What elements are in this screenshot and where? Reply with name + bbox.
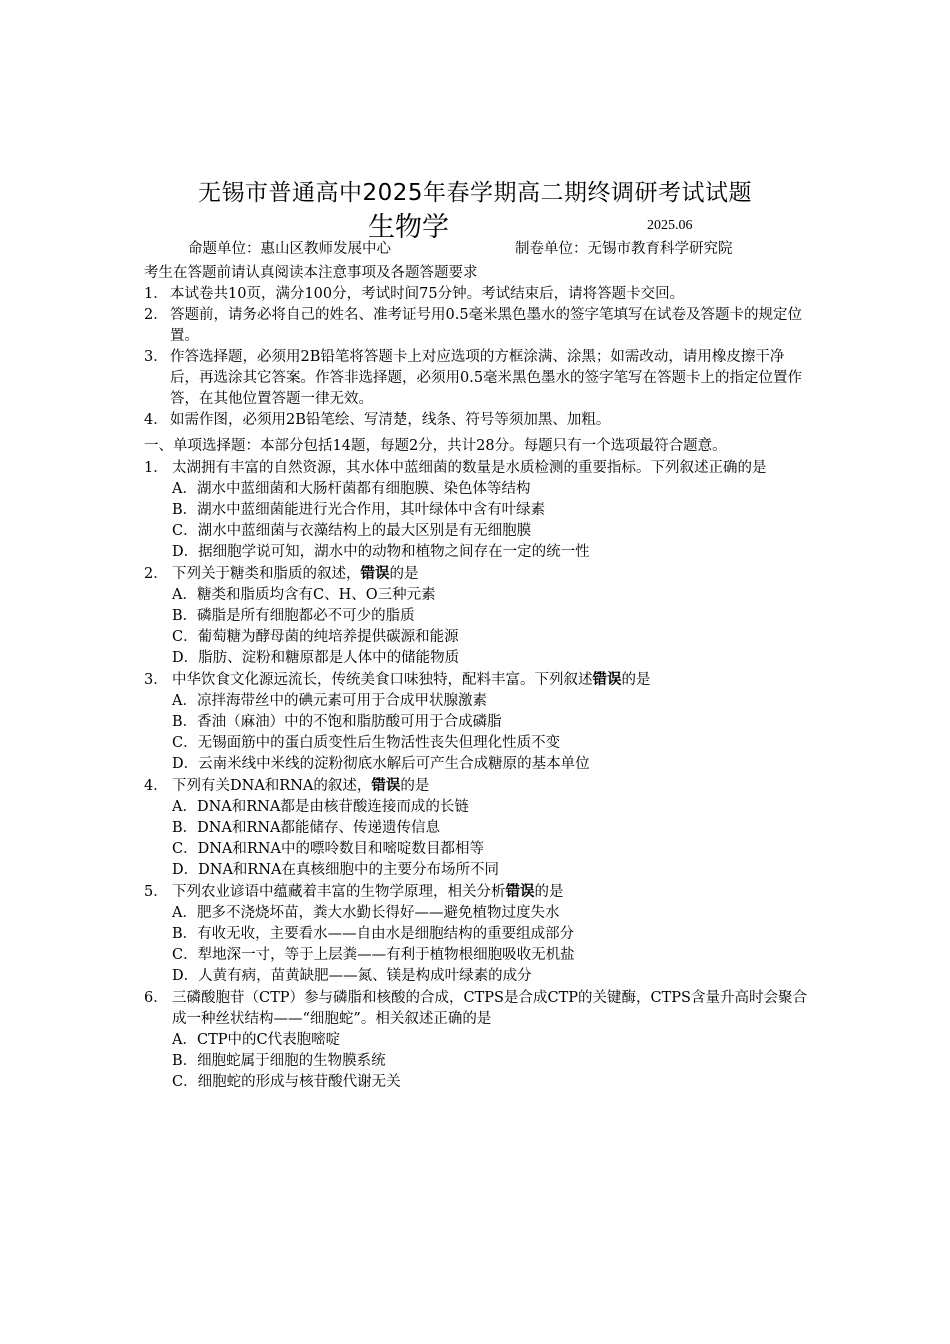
option-d: D．云南米线中米线的淀粉彻底水解后可产生合成糖原的基本单位 <box>172 756 590 772</box>
option-b: B．香油（麻油）中的不饱和脂肪酸可用于合成磷脂 <box>172 714 502 730</box>
exam-content <box>144 263 810 1093</box>
emphasis-mark: · · 错误 <box>371 778 400 794</box>
option-c: C．葡萄糖为酵母菌的纯培养提供碳源和能源 <box>172 629 459 645</box>
subject-title: 生物学 <box>368 212 449 243</box>
exam-title: 无锡市普通高中2025年春学期高二期终调研考试试题 <box>197 180 753 206</box>
notice-item: 2． 答题前，请务必将自己的姓名、准考证号用0.5毫米黑色墨水的签字笔填写在试卷及答题卡的规定位置。 <box>144 307 803 344</box>
question-6: 6． 三磷酸胞苷（CTP）参与磷脂和核酸的合成，CTPS是合成CTP的关键酶，CTPS含量升高时会聚合成一种丝状结构——“细胞蛇”。相关叙述正确的是 A．CTP中的C代表胞嘧啶 B．细胞蛇属于细胞的生物膜系统 C．细胞蛇的形成与核苷酸代谢无关 <box>144 988 810 1093</box>
exam-date: 2025.06 <box>647 218 693 233</box>
option-a: A．肥多不浇烧坏苗，粪大水勤长得好——避免植物过度失水 <box>172 905 560 921</box>
option-b: B．磷脂是所有细胞都必不可少的脂质 <box>172 608 415 624</box>
question-3: 3． 中华饮食文化源远流长，传统美食口味独特，配料丰富。下列叙述· · 错误的是 A．凉拌海带丝中的碘元素可用于合成甲状腺激素 B．香油（麻油）中的不饱和脂肪酸可用于合成磷脂 C．无锡面筋中的蛋白质变性后生物活性丧失但理化性质不变 D．云南米线中米线的淀粉彻底水解后可产生合成糖原的基本单位 <box>144 670 810 775</box>
question-5: 5． 下列农业谚语中蕴藏着丰富的生物学原理，相关分析· · 错误的是 A．肥多不浇烧坏苗，粪大水勤长得好——避免植物过度失水 B．有收无收，主要看水——自由水是细胞结构的重要组成部分 C．犁地深一寸，等于上层粪——有利于植物根细胞吸收无机盐 D．人黄有病，苗黄缺肥——氮、镁是构成叶绿素的成分 <box>144 882 810 987</box>
question-1: 1． 太湖拥有丰富的自然资源，其水体中蓝细菌的数量是水质检测的重要指标。下列叙述正确的是 A．湖水中蓝细菌和大肠杆菌都有细胞膜、染色体等结构 B．湖水中蓝细菌能进行光合作用，其叶绿体中含有叶绿素 C．湖水中蓝细菌与衣藻结构上的最大区别是有无细胞膜 D．据细胞学说可知，湖水中的动物和植物之间存在一定的统一性 <box>144 458 810 563</box>
option-d: D．DNA和RNA在真核细胞中的主要分布场所不同 <box>172 862 499 878</box>
notice-heading: 考生在答题前请认真阅读本注意事项及各题答题要求 <box>144 265 478 281</box>
option-b: B．细胞蛇属于细胞的生物膜系统 <box>172 1053 386 1069</box>
option-a: A．糖类和脂质均含有C、H、O三种元素 <box>172 587 436 603</box>
option-c: C．犁地深一寸，等于上层粪——有利于植物根细胞吸收无机盐 <box>172 947 575 963</box>
section-heading: 一、单项选择题：本部分包括14题，每题2分，共计28分。每题只有一个选项最符合题意。 <box>144 438 727 454</box>
emphasis-mark: · · 错误 <box>361 566 390 582</box>
emphasis-mark: · · 错误 <box>506 884 535 900</box>
notice-item: 1． 本试卷共10页，满分100分，考试时间75分钟。考试结束后，请将答题卡交回。 <box>144 286 685 302</box>
question-2: 2． 下列关于糖类和脂质的叙述，· · 错误的是 A．糖类和脂质均含有C、H、O三种元素 B．磷脂是所有细胞都必不可少的脂质 C．葡萄糖为酵母菌的纯培养提供碳源和能源 D．脂肪、淀粉和糖原都是人体中的储能物质 <box>144 564 810 669</box>
option-d: D．人黄有病，苗黄缺肥——氮、镁是构成叶绿素的成分 <box>172 968 532 984</box>
option-a: A．湖水中蓝细菌和大肠杆菌都有细胞膜、染色体等结构 <box>172 481 531 497</box>
option-d: D．据细胞学说可知，湖水中的动物和植物之间存在一定的统一性 <box>172 544 590 560</box>
compiler-unit: 命题单位：惠山区教师发展中心 <box>188 241 391 257</box>
notice-item: 4． 如需作图，必须用2B铅笔绘、写清楚，线条、符号等须加黑、加粗。 <box>144 412 611 428</box>
option-a: A．DNA和RNA都是由核苷酸连接而成的长链 <box>172 799 469 815</box>
option-c: C．无锡面筋中的蛋白质变性后生物活性丧失但理化性质不变 <box>172 735 561 751</box>
option-c: C．湖水中蓝细菌与衣藻结构上的最大区别是有无细胞膜 <box>172 523 532 539</box>
notice-item: 3． 作答选择题，必须用2B铅笔将答题卡上对应选项的方框涂满、涂黑；如需改动，请用橡皮擦干净后，再选涂其它答案。作答非选择题，必须用0.5毫米黑色墨水的签字笔写在答题卡上的指定位置作答，在其他位置答题一律无效。 <box>144 349 803 407</box>
option-a: A．凉拌海带丝中的碘元素可用于合成甲状腺激素 <box>172 693 487 709</box>
option-b: B．有收无收，主要看水——自由水是细胞结构的重要组成部分 <box>172 926 575 942</box>
option-c: C．细胞蛇的形成与核苷酸代谢无关 <box>172 1074 401 1090</box>
producer-unit: 制卷单位：无锡市教育科学研究院 <box>515 241 733 257</box>
option-a: A．CTP中的C代表胞嘧啶 <box>172 1032 341 1048</box>
option-b: B．湖水中蓝细菌能进行光合作用，其叶绿体中含有叶绿素 <box>172 502 546 518</box>
option-b: B．DNA和RNA都能储存、传递遗传信息 <box>172 820 441 836</box>
option-d: D．脂肪、淀粉和糖原都是人体中的储能物质 <box>172 650 460 666</box>
emphasis-mark: · · 错误 <box>593 672 622 688</box>
option-c: C．DNA和RNA中的嘌呤数目和嘧啶数目都相等 <box>172 841 484 857</box>
question-4: 4． 下列有关DNA和RNA的叙述，· · 错误的是 A．DNA和RNA都是由核苷酸连接而成的长链 B．DNA和RNA都能储存、传递遗传信息 C．DNA和RNA中的嘌呤数目和嘧啶数目都相等 D．DNA和RNA在真核细胞中的主要分布场所不同 <box>144 776 810 881</box>
